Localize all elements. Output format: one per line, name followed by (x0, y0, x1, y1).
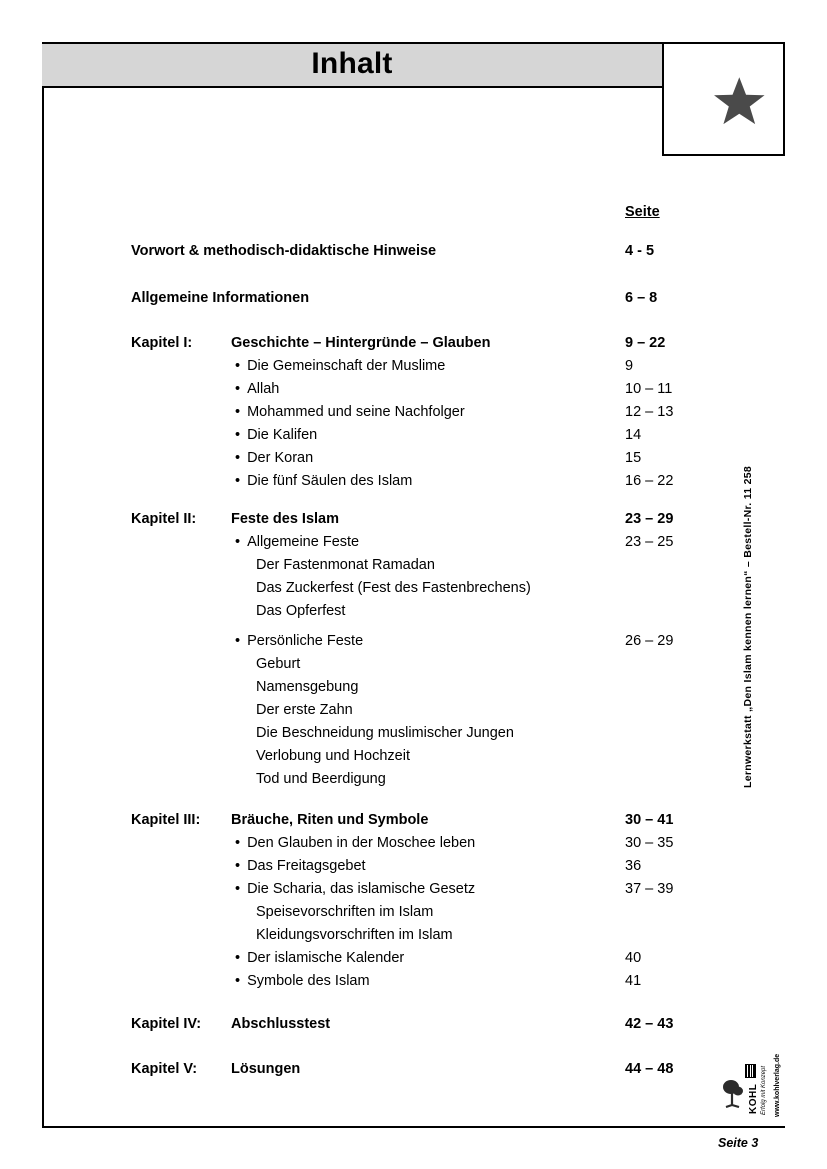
bullet-icon: • (235, 950, 241, 966)
toc-row (0, 771, 827, 794)
toc-entry-label: Kleidungsvorschriften im Islam (256, 927, 453, 943)
toc-entry-label: Der erste Zahn (256, 702, 353, 718)
toc-entry-text: Die Scharia, das islamische Gesetz (247, 881, 476, 897)
toc-row (0, 534, 827, 557)
toc-entry-label: Bräuche, Riten und Symbole (231, 812, 429, 828)
bullet-icon: • (235, 427, 241, 443)
toc-chapter-number: Kapitel III: (131, 812, 201, 828)
toc-row (0, 950, 827, 973)
toc-row (0, 580, 827, 603)
toc-entry-label (235, 950, 404, 966)
toc-entry-pages: 30 – 41 (625, 812, 674, 828)
toc-entry-text: Die Gemeinschaft der Muslime (247, 358, 446, 374)
toc-entry-pages: 23 – 25 (625, 534, 674, 550)
toc-entry-text: Symbole des Islam (247, 973, 370, 989)
toc-entry-label: Geschichte – Hintergründe – Glauben (231, 335, 491, 351)
bullet-icon: • (235, 858, 241, 874)
toc-entry-label (235, 381, 279, 397)
page-title: Inhalt (311, 47, 393, 80)
logo-barcode-mark (745, 1064, 756, 1078)
toc-entry-text: Allgemeine Feste (247, 534, 360, 550)
bullet-icon: • (235, 404, 241, 420)
toc-row (0, 904, 827, 927)
publisher-url: www.kohlverlag.de (774, 1053, 781, 1117)
toc-entry-pages: 26 – 29 (625, 633, 674, 649)
toc-entry-pages: 10 – 11 (625, 381, 673, 397)
toc-entry-text: Die Kalifen (247, 427, 318, 443)
toc-entry-pages: 23 – 29 (625, 511, 674, 527)
toc-entry-pages: 37 – 39 (625, 881, 674, 897)
toc-entry-pages: 41 (625, 973, 642, 989)
toc-entry-label: Namensgebung (256, 679, 359, 695)
toc-chapter-number: Kapitel IV: (131, 1016, 202, 1032)
toc-chapter-number: Kapitel II: (131, 511, 197, 527)
toc-entry-pages: 4 - 5 (625, 243, 655, 259)
toc-row (0, 450, 827, 473)
toc-row (0, 858, 827, 881)
toc-row (0, 557, 827, 580)
bullet-icon: • (235, 450, 241, 466)
toc-chapter-number: Kapitel V: (131, 1061, 198, 1077)
toc-entry-label (235, 358, 445, 374)
toc-entry-label (235, 973, 370, 989)
toc-row (0, 973, 827, 996)
toc-entry-label: Allgemeine Informationen (131, 290, 310, 306)
toc-row (0, 881, 827, 904)
toc-entry-text: Allah (247, 381, 280, 397)
toc-row (0, 633, 827, 656)
toc-row (0, 473, 827, 496)
toc-entry-label: Lösungen (231, 1061, 301, 1077)
toc-row (0, 656, 827, 679)
bullet-icon: • (235, 473, 241, 489)
toc-entry-text: Der islamische Kalender (247, 950, 405, 966)
toc-entry-label: Das Zuckerfest (Fest des Fastenbrechens) (256, 580, 531, 596)
toc-entry-label (235, 633, 363, 649)
toc-entry-pages: 15 (625, 450, 642, 466)
toc-entry-label: Der Fastenmonat Ramadan (256, 557, 435, 573)
toc-pages-header: Seite (625, 204, 660, 220)
toc-entry-pages: 30 – 35 (625, 835, 674, 851)
toc-entry-label: Feste des Islam (231, 511, 339, 527)
publisher-slogan: Erfolg mit Konzept (761, 1065, 767, 1115)
toc-entry-label: Das Opferfest (256, 603, 346, 619)
toc-row (0, 748, 827, 771)
toc-entry-label: Die Beschneidung muslimischer Jungen (256, 725, 514, 741)
toc-row (0, 290, 827, 313)
bullet-icon: • (235, 381, 241, 397)
toc-entry-label (235, 534, 359, 550)
bullet-icon: • (235, 358, 241, 374)
toc-row (0, 335, 827, 358)
toc-entry-label: Vorwort & methodisch-didaktische Hinweise (131, 243, 437, 259)
bullet-icon: • (235, 835, 241, 851)
toc-entry-label (235, 404, 465, 420)
bullet-icon: • (235, 534, 241, 550)
toc-entry-label (235, 858, 366, 874)
toc-entry-label: Tod und Beerdigung (256, 771, 386, 787)
toc-row (0, 835, 827, 858)
toc-chapter-number: Kapitel I: (131, 335, 193, 351)
toc-entry-text: Die fünf Säulen des Islam (247, 473, 413, 489)
toc-entry-text: Mohammed und seine Nachfolger (247, 404, 465, 420)
toc-entry-pages: 9 (625, 358, 634, 374)
bullet-icon: • (235, 973, 241, 989)
toc-entry-pages: 9 – 22 (625, 335, 666, 351)
bullet-icon: • (235, 633, 241, 649)
toc-entry-pages: 40 (625, 950, 642, 966)
publisher-logo (722, 1053, 784, 1120)
toc-row (0, 725, 827, 748)
toc-entry-pages: 14 (625, 427, 642, 443)
toc-row (0, 1061, 827, 1084)
toc-row (0, 427, 827, 450)
toc-entry-label (235, 473, 412, 489)
toc-pages-header-row (0, 204, 827, 227)
toc-entry-label: Geburt (256, 656, 301, 672)
toc-entry-pages: 36 (625, 858, 642, 874)
spine-imprint-text: Lernwerkstatt „Den Islam kennen lernen“ – Bestell-Nr. 11 258 (742, 465, 754, 788)
toc-entry-label (235, 881, 475, 897)
toc-entry-pages: 6 – 8 (625, 290, 658, 306)
emblem-box (662, 42, 785, 156)
toc-entry-text: Der Koran (247, 450, 314, 466)
toc-entry-label (235, 835, 475, 851)
toc-entry-text: Den Glauben in der Moschee leben (247, 835, 476, 851)
toc-row (0, 243, 827, 266)
toc-row (0, 358, 827, 381)
toc-row (0, 404, 827, 427)
toc-entry-text: Das Freitagsgebet (247, 858, 366, 874)
toc-entry-label (235, 427, 317, 443)
toc-row (0, 812, 827, 835)
toc-row (0, 679, 827, 702)
bullet-icon: • (235, 881, 241, 897)
toc-row (0, 381, 827, 404)
publisher-name: KOHL (748, 1083, 759, 1114)
toc-row (0, 927, 827, 950)
toc-entry-pages: 16 – 22 (625, 473, 674, 489)
toc-row (0, 702, 827, 725)
toc-entry-label: Speisevorschriften im Islam (256, 904, 434, 920)
toc-entry-text: Persönliche Feste (247, 633, 364, 649)
toc-entry-label: Abschlusstest (231, 1016, 331, 1032)
toc-entry-pages: 12 – 13 (625, 404, 674, 420)
toc-entry-label: Verlobung und Hochzeit (256, 748, 410, 764)
toc-entry-pages: 42 – 43 (625, 1016, 674, 1032)
footer-page-number: Seite 3 (718, 1136, 759, 1150)
toc-row (0, 603, 827, 626)
crescent-star-icon (664, 50, 783, 148)
toc-entry-pages: 44 – 48 (625, 1061, 674, 1077)
toc-row (0, 1016, 827, 1039)
toc-row (0, 511, 827, 534)
toc-entry-label (235, 450, 313, 466)
